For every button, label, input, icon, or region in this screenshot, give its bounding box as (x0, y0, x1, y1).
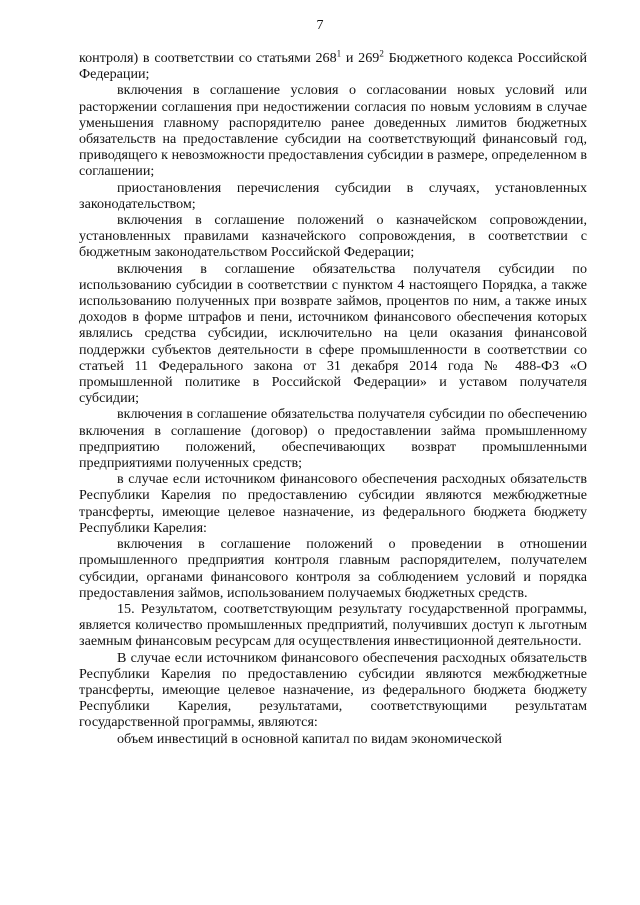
footnote-superscript: 2 (379, 48, 384, 59)
paragraph: включения в соглашение положений о казначейском сопровождении, установленных правилами казначейского сопровождения, в соответствии с бюджетным законодательством Российской Федерации; (79, 212, 587, 261)
paragraph: В случае если источником финансового обеспечения расходных обязательств Республики Карелия по предоставлению субсидии являются межбюджетные трансферты, имеющие целевое назначение, из федерального бюджета бюджету Республики Карелия, результатами, соответствующими результатам государственной программы, являются: (79, 649, 587, 731)
paragraph-text: контроля) в соответствии со статьями 268 (79, 50, 337, 66)
paragraph: включения в соглашение положений о проведении в отношении промышленного предприятия контроля главным распорядителем, получателем субсидии, органами финансового контроля за соблюдением условий и порядка предоставления займов, использованием получаемых бюджетных средств. (79, 536, 587, 601)
document-body (79, 50, 587, 747)
paragraph: в случае если источником финансового обеспечения расходных обязательств Республики Карелия по предоставлению субсидии являются межбюджетные трансферты, имеющие целевое назначение, из федерального бюджета бюджету Республики Карелия: (79, 471, 587, 536)
paragraph: включения в соглашение условия о согласовании новых условий или расторжении соглашения при недостижении согласия по новым условиям в случае уменьшения главному распорядителю ранее доведенных лимитов бюджетных обязательств на предоставление субсидии на соответствующий финансовый год, приводящего к невозможности предоставления субсидии в размере, определенном в соглашении; (79, 82, 587, 180)
paragraph-item-15: 15. Результатом, соответствующим результату государственной программы, является количество промышленных предприятий, получивших доступ к льготным заемным финансовым ресурсам для осуществления инвестиционной деятельности. (79, 600, 587, 650)
paragraph-text: Бюджетного кодекса Российской Федерации; (79, 50, 588, 83)
paragraph: включения в соглашение обязательства получателя субсидии по использованию субсидии в соответствии с пунктом 4 настоящего Порядка, а также использованию полученных при возврате займов, процентов по ним, а также иных доходов в форме штрафов и пени, источником финансового обеспечения которых являлись средства субсидии, исключительно на цели оказания финансовой поддержки субъектов деятельности в сфере промышленности в соответствии со статьей 11 Федерального закона от 31 декабря 2014 года № 488-ФЗ «О промышленной политике в Российской Федерации» и уставом получателя субсидии; (79, 260, 587, 407)
paragraph: включения в соглашение обязательства получателя субсидии по обеспечению включения в соглашение (договор) о предоставлении займа промышленному предприятию положений, обеспечивающих возврат промышленными предприятиями полученных средств; (79, 406, 587, 472)
page-number: 7 (316, 18, 324, 33)
footnote-superscript: 1 (336, 48, 342, 59)
paragraph-text: и 269 (341, 50, 380, 66)
paragraph-continuation (79, 50, 587, 82)
paragraph: объем инвестиций в основной капитал по видам экономической (117, 730, 502, 747)
paragraph: приостановления перечисления субсидии в случаях, установленных законодательством; (79, 179, 587, 212)
